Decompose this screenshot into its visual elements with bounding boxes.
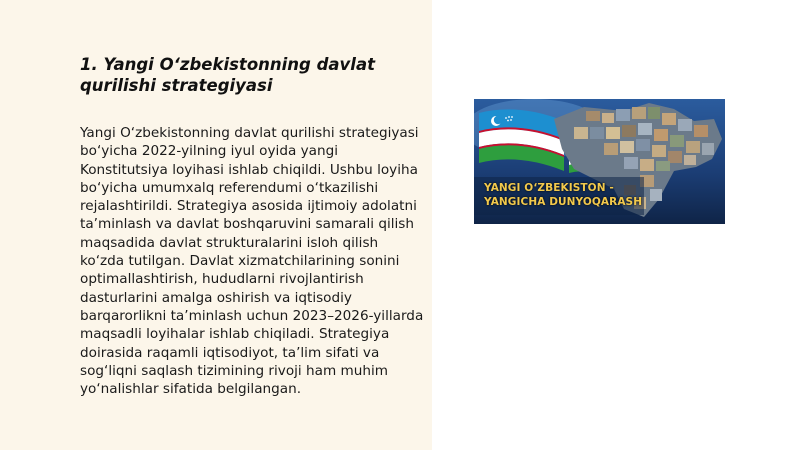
slide-heading: 1. Yangi O‘zbekistonning davlat qurilishi strategiyasi: [80, 55, 375, 95]
banner-caption-line-1: YANGI O‘ZBEKISTON -: [484, 182, 614, 194]
banner-caption-line-2: YANGICHA DUNYOQARASH: [484, 196, 643, 208]
banner-caption: [484, 181, 642, 209]
slide-body-text: Yangi O‘zbekistonning davlat qurilishi strategiyasi bo‘yicha 2022-yilning iyul oyida yangi Konstitutsiya loyihasi ishlab chiqildi. Ushbu loyiha bo‘yicha umumxalq referendumi o‘tkazilishi rejalashtirildi. Strategiya asosida ijtimoiy adolatni ta’minlash va davlat boshqaruvini samarali qilish maqsadida davlat strukturalarini isloh qilish ko‘zda tutilgan. Davlat xizmatchilarining sonini optimallashtirish, hududlarni rivojlantirish dasturlarini amalga oshirish va iqtisodiy barqarorlikni ta’minlash uchun 2023–2026-yillarda maqsadli loyihalar ishlab chiqiladi. Strategiya doirasida raqamli iqtisodiyot, ta’lim sifati va sog‘liqni saqlash tizimining rivoji ham muhim yo‘nalishlar sifatida belgilangan.: [80, 125, 424, 398]
banner-image: [474, 99, 725, 224]
